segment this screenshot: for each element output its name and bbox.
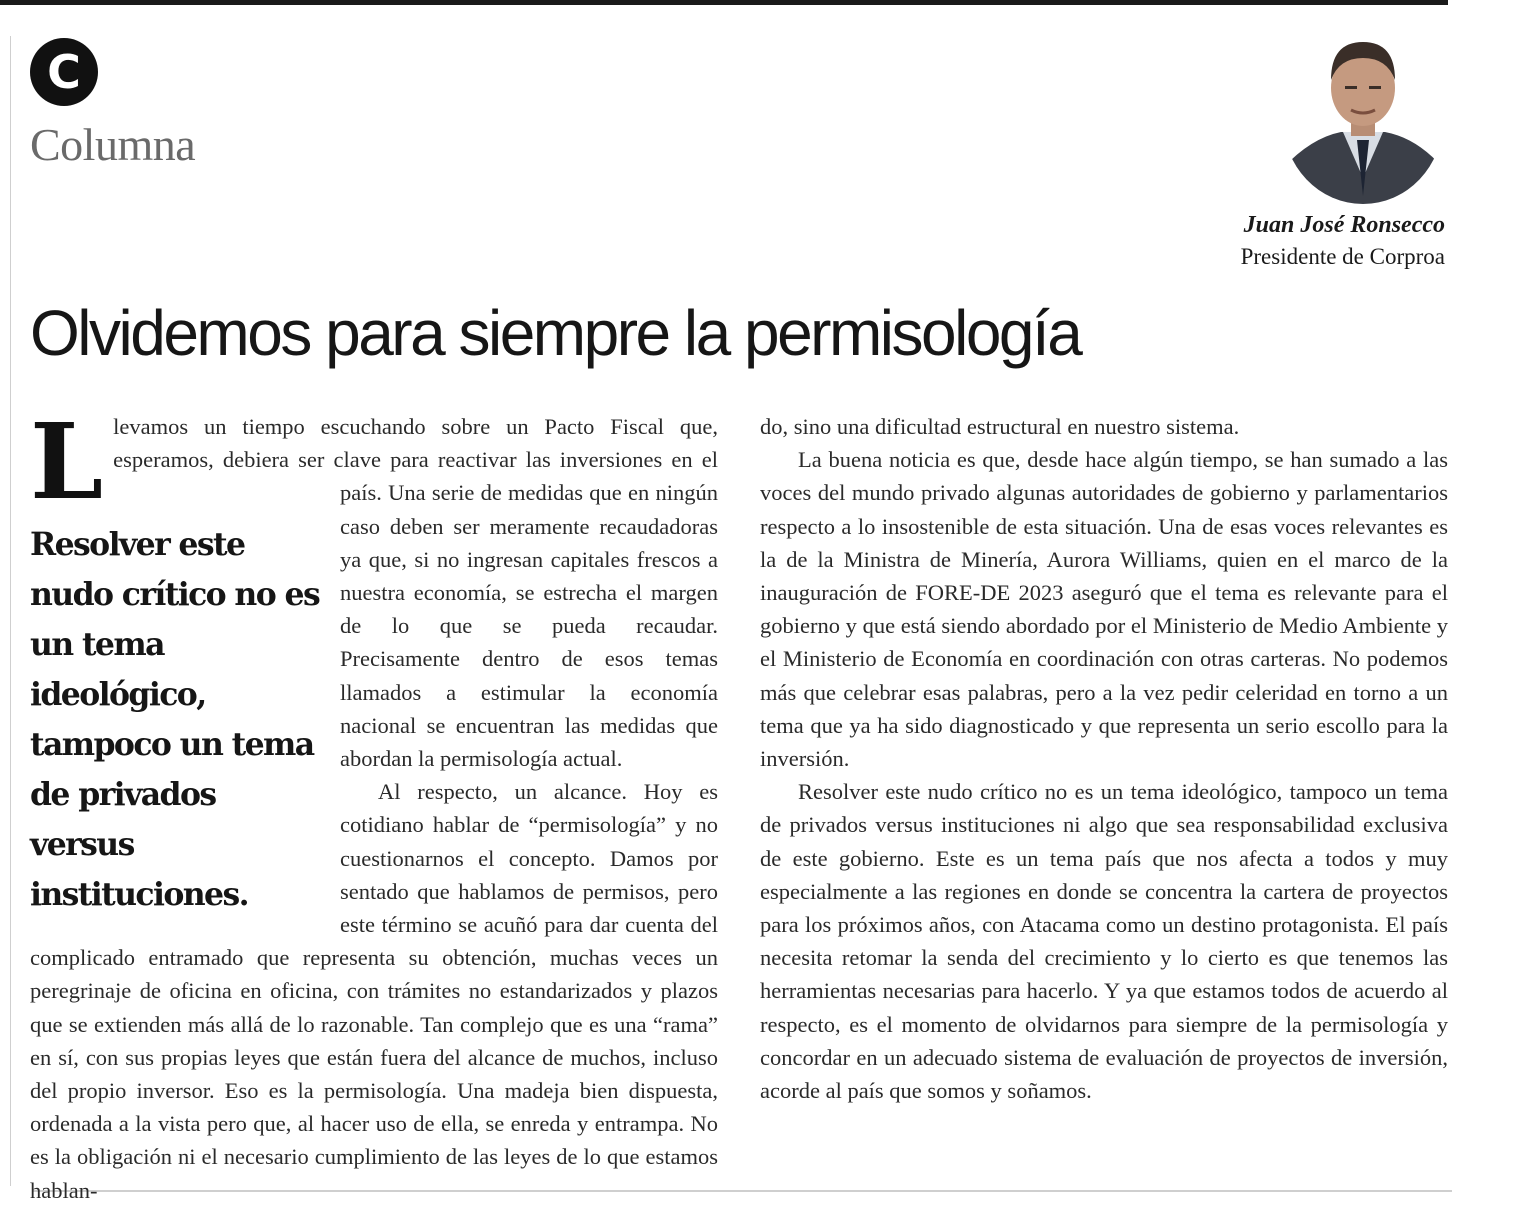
- section-badge: C: [30, 38, 98, 106]
- author-role: Presidente de Corproa: [1240, 244, 1445, 269]
- author-name: Juan José Ronsecco: [1243, 212, 1445, 238]
- article-paragraph: La buena noticia es que, desde hace algún tiempo, se han sumado a las voces del mundo privado algunas autoridades de gobierno y parlamentarios respecto a lo insostenible de esta situación. Una de esas voces relevantes es la de la Ministra de Minería, Aurora Williams, quien en el marco de la inauguración de FORE-DE 2023 aseguró que el tema es relevante para el gobierno y que está siendo abordado por el Ministerio de Medio Ambiente y el Ministerio de Economía en coordinación con otras carteras. No podemos más que celebrar esas palabras, pero a la vez pedir celeridad en torno a un tema que ya ha sido diagnosticado y que representa un serio escollo para la inversión.: [760, 447, 1448, 772]
- article-column-right: [760, 410, 1448, 1107]
- article-paragraph: Resolver este nudo crítico no es un tema ideológico, tampoco un tema de privados versus instituciones ni algo que sea responsabilidad exclusiva de este gobierno. Este es un tema país que nos afecta a todos y muy especialmente a las regiones en donde se concentra la cartera de proyectos para los próximos años, con Atacama como un destino protagonista. El país necesita retomar la senda del crecimiento y lo cierto es que tenemos las herramientas necesarias para hacerlo. Y ya que estamos todos de acuerdo al respecto, es el momento de olvidarnos para siempre de la permisología y concordar en un adecuado sistema de evaluación de proyectos de inversión, acorde al país que somos y soñamos.: [760, 779, 1448, 1104]
- headline: Olvidemos para siempre la permisología: [30, 297, 1081, 369]
- drop-cap: L: [30, 400, 104, 523]
- author-portrait-icon: [1281, 28, 1445, 206]
- left-border: [10, 36, 11, 1186]
- article-paragraph: do, sino una dificultad estructural en nuestro sistema.: [760, 414, 1240, 439]
- section-label: Columna: [30, 119, 196, 170]
- pull-quote: Resolver este nudo crítico no es un tema ideológico, tampoco un tema de privados versus instituciones.: [30, 526, 320, 913]
- article-paragraph: Al respecto, un alcance. Hoy es cotidiano hablar de “permisología” y no cuestionarnos el concepto. Damos por sentado que hablamos de permisos, pero este término se acuñó para dar cuenta del complicado entramado que representa su obtención, muchas veces un peregrinaje de oficina en oficina, con trámites no estandarizados y plazos que se extienden más allá de lo razonable. Tan complejo que es una “rama” en sí, con sus propias leyes que están fuera del alcance de muchos, incluso del propio inversor. Eso es la permisología. Una madeja bien dispuesta, ordenada a la vista pero que, al hacer uso de ella, se enreda y entrampa. No es la obligación ni el necesario cumplimiento de las leyes de lo que estamos hablan-: [30, 779, 718, 1203]
- article-column-left: [30, 400, 718, 1207]
- top-rule: [0, 0, 1448, 5]
- article-paragraph: levamos un tiempo escuchando sobre un Pacto Fiscal que, esperamos, debiera ser clave para reactivar las inversiones en el país. Una serie de medidas que en ningún caso deben ser meramente recaudadoras ya que, si no ingresan capitales frescos a nuestra economía, se estrecha el margen de lo que se pueda recaudar. Precisamente dentro de esos temas llamados a estimular la economía nacional se encuentran las medidas que abordan la permisología actual.: [113, 414, 718, 772]
